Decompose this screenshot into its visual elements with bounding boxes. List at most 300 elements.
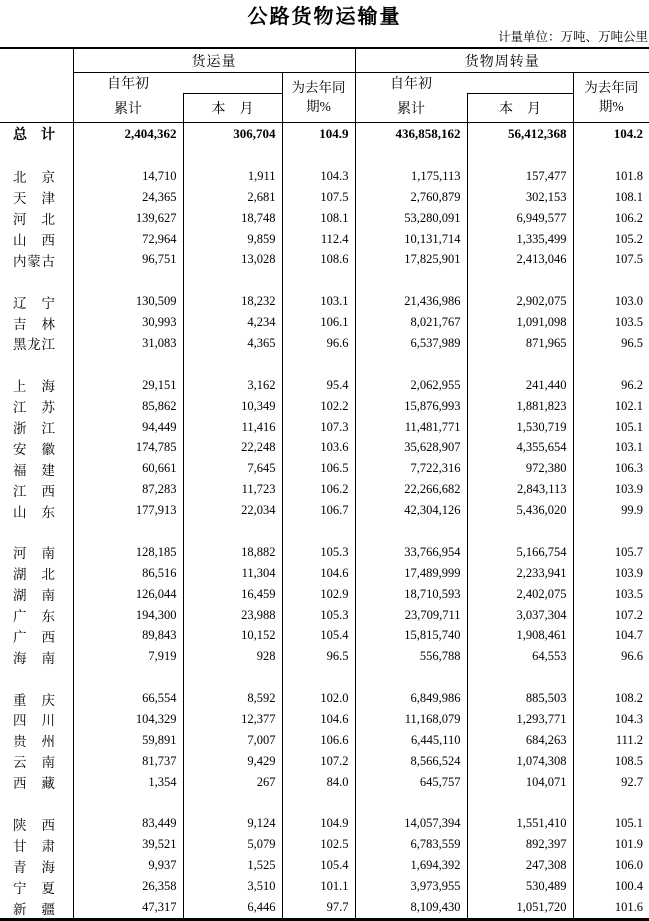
table-cell: 103.5 bbox=[573, 312, 649, 333]
row-label: 吉林 bbox=[13, 316, 55, 332]
table-cell: 9,429 bbox=[183, 751, 282, 772]
table-cell bbox=[73, 354, 183, 375]
table-cell: 94,449 bbox=[73, 417, 183, 438]
table-cell: 7,722,316 bbox=[355, 458, 467, 479]
table-cell: 3,037,304 bbox=[467, 605, 573, 626]
table-cell: 18,710,593 bbox=[355, 584, 467, 605]
table-cell: 102.1 bbox=[573, 396, 649, 417]
table-cell: 72,964 bbox=[73, 229, 183, 250]
table-cell bbox=[282, 667, 355, 688]
table-cell: 105.4 bbox=[282, 855, 355, 876]
table-cell: 15,876,993 bbox=[355, 396, 467, 417]
row-label: 内蒙古 bbox=[13, 253, 55, 269]
table-row bbox=[0, 333, 649, 354]
table-cell bbox=[183, 521, 282, 542]
spacer-row bbox=[0, 521, 649, 542]
table-cell bbox=[573, 354, 649, 375]
table-cell: 6,537,989 bbox=[355, 333, 467, 354]
table-cell: 1,293,771 bbox=[467, 709, 573, 730]
table-cell: 104.9 bbox=[282, 123, 355, 146]
table-cell: 100.4 bbox=[573, 876, 649, 897]
table-cell bbox=[573, 667, 649, 688]
row-label: 甘肃 bbox=[13, 838, 55, 854]
table-cell: 10,349 bbox=[183, 396, 282, 417]
table-cell: 1,051,720 bbox=[467, 897, 573, 919]
table-cell: 105.3 bbox=[282, 605, 355, 626]
table-cell: 56,412,368 bbox=[467, 123, 573, 146]
table-cell: 267 bbox=[183, 772, 282, 793]
table-cell: 104,071 bbox=[467, 772, 573, 793]
table-cell: 6,446 bbox=[183, 897, 282, 919]
col-header-month-1: 本 月 bbox=[183, 94, 282, 123]
table-cell: 530,489 bbox=[467, 876, 573, 897]
table-cell bbox=[355, 521, 467, 542]
table-cell: 14,057,394 bbox=[355, 814, 467, 835]
table-cell: 174,785 bbox=[73, 437, 183, 458]
table-cell: 30,993 bbox=[73, 312, 183, 333]
table-cell bbox=[355, 354, 467, 375]
table-cell: 928 bbox=[183, 646, 282, 667]
table-cell: 107.3 bbox=[282, 417, 355, 438]
table-cell: 645,757 bbox=[355, 772, 467, 793]
table-cell: 86,516 bbox=[73, 563, 183, 584]
table-cell: 8,592 bbox=[183, 688, 282, 709]
table-cell: 1,074,308 bbox=[467, 751, 573, 772]
stub-header-cell bbox=[0, 48, 73, 123]
table-cell: 7,007 bbox=[183, 730, 282, 751]
table-cell: 3,162 bbox=[183, 375, 282, 396]
table-cell: 17,489,999 bbox=[355, 563, 467, 584]
row-label: 贵州 bbox=[13, 734, 55, 750]
group-header-row bbox=[0, 48, 649, 73]
table-cell bbox=[282, 793, 355, 814]
table-cell: 18,882 bbox=[183, 542, 282, 563]
table-row bbox=[0, 375, 649, 396]
table-cell: 104.9 bbox=[282, 814, 355, 835]
table-cell bbox=[355, 667, 467, 688]
col-group-freight-turnover: 货物周转量 bbox=[355, 48, 649, 73]
table-cell: 139,627 bbox=[73, 208, 183, 229]
row-label: 福建 bbox=[13, 462, 55, 478]
table-cell: 7,919 bbox=[73, 646, 183, 667]
table-cell: 436,858,162 bbox=[355, 123, 467, 146]
table-cell: 101.6 bbox=[573, 897, 649, 919]
total-row bbox=[0, 123, 649, 146]
table-cell: 96.5 bbox=[282, 646, 355, 667]
table-cell: 108.2 bbox=[573, 688, 649, 709]
table-cell: 6,849,986 bbox=[355, 688, 467, 709]
table-cell: 194,300 bbox=[73, 605, 183, 626]
table-cell: 96.6 bbox=[573, 646, 649, 667]
table-cell: 18,232 bbox=[183, 291, 282, 312]
table-cell bbox=[467, 145, 573, 166]
table-cell: 105.1 bbox=[573, 814, 649, 835]
table-row bbox=[0, 187, 649, 208]
table-cell bbox=[573, 270, 649, 291]
table-cell: 23,709,711 bbox=[355, 605, 467, 626]
table-row bbox=[0, 584, 649, 605]
table-cell bbox=[282, 270, 355, 291]
table-cell: 130,509 bbox=[73, 291, 183, 312]
table-cell: 102.9 bbox=[282, 584, 355, 605]
table-cell: 64,553 bbox=[467, 646, 573, 667]
table-cell: 96.5 bbox=[573, 333, 649, 354]
spacer-row bbox=[0, 667, 649, 688]
table-cell: 105.1 bbox=[573, 417, 649, 438]
row-label: 云南 bbox=[13, 755, 55, 771]
table-cell: 10,131,714 bbox=[355, 229, 467, 250]
table-cell: 84.0 bbox=[282, 772, 355, 793]
row-label bbox=[0, 354, 73, 375]
table-cell bbox=[573, 145, 649, 166]
row-label: 山西 bbox=[13, 233, 55, 248]
table-cell: 15,815,740 bbox=[355, 625, 467, 646]
table-cell: 1,091,098 bbox=[467, 312, 573, 333]
table-cell: 106.7 bbox=[282, 500, 355, 521]
table-cell: 103.0 bbox=[573, 291, 649, 312]
table-cell: 102.2 bbox=[282, 396, 355, 417]
table-cell: 885,503 bbox=[467, 688, 573, 709]
table-cell: 103.1 bbox=[282, 291, 355, 312]
row-label bbox=[0, 521, 73, 542]
row-label bbox=[0, 793, 73, 814]
freight-table bbox=[0, 47, 649, 921]
table-cell: 4,234 bbox=[183, 312, 282, 333]
table-cell: 11,304 bbox=[183, 563, 282, 584]
table-cell: 556,788 bbox=[355, 646, 467, 667]
table-cell: 302,153 bbox=[467, 187, 573, 208]
table-cell bbox=[573, 521, 649, 542]
table-row bbox=[0, 291, 649, 312]
row-label: 广东 bbox=[13, 609, 55, 625]
row-label: 新疆 bbox=[0, 897, 73, 919]
table-cell: 17,825,901 bbox=[355, 249, 467, 270]
table-row bbox=[0, 646, 649, 667]
table-cell: 35,628,907 bbox=[355, 437, 467, 458]
table-cell: 1,354 bbox=[73, 772, 183, 793]
row-label: 广西 bbox=[13, 629, 55, 645]
table-cell: 105.4 bbox=[282, 625, 355, 646]
table-cell: 2,404,362 bbox=[73, 123, 183, 146]
table-cell: 11,481,771 bbox=[355, 417, 467, 438]
table-cell: 103.9 bbox=[573, 563, 649, 584]
table-cell: 18,748 bbox=[183, 208, 282, 229]
subheader-row-upper bbox=[0, 73, 649, 94]
table-cell: 104.3 bbox=[573, 709, 649, 730]
row-label: 江西 bbox=[13, 483, 55, 499]
page-title: 公路货物运输量 bbox=[247, 6, 402, 28]
table-cell bbox=[467, 667, 573, 688]
col-header-cumulative-2: 累计 bbox=[355, 94, 467, 123]
table-row bbox=[0, 605, 649, 626]
table-cell: 104.3 bbox=[282, 166, 355, 187]
table-row bbox=[0, 229, 649, 250]
table-row bbox=[0, 500, 649, 521]
col-header-yoy-2: 为去年同期% bbox=[573, 73, 649, 123]
table-cell: 106.0 bbox=[573, 855, 649, 876]
table-cell: 2,062,955 bbox=[355, 375, 467, 396]
table-cell: 104.2 bbox=[573, 123, 649, 146]
table-row bbox=[0, 458, 649, 479]
table-cell: 9,124 bbox=[183, 814, 282, 835]
table-row bbox=[0, 437, 649, 458]
table-cell bbox=[183, 354, 282, 375]
table-cell: 60,661 bbox=[73, 458, 183, 479]
table-row bbox=[0, 208, 649, 229]
table-cell: 2,843,113 bbox=[467, 479, 573, 500]
row-label: 河北 bbox=[13, 212, 55, 228]
table-cell: 26,358 bbox=[73, 876, 183, 897]
table-row bbox=[0, 834, 649, 855]
table-cell bbox=[467, 521, 573, 542]
table-cell: 4,355,654 bbox=[467, 437, 573, 458]
spacer-row bbox=[0, 270, 649, 291]
table-cell: 2,902,075 bbox=[467, 291, 573, 312]
col-header-yoy-1: 为去年同期% bbox=[282, 73, 355, 123]
unit-note: 计量单位：万吨、万吨公里 bbox=[497, 30, 648, 44]
table-cell: 12,377 bbox=[183, 709, 282, 730]
table-cell: 23,988 bbox=[183, 605, 282, 626]
table-row bbox=[0, 542, 649, 563]
table-cell: 108.1 bbox=[573, 187, 649, 208]
table-cell: 106.1 bbox=[282, 312, 355, 333]
table-cell: 24,365 bbox=[73, 187, 183, 208]
col-header-ytd-1: 自年初 bbox=[73, 73, 282, 94]
table-cell: 92.7 bbox=[573, 772, 649, 793]
col-header-ytd-2: 自年初 bbox=[355, 73, 573, 94]
table-cell: 128,185 bbox=[73, 542, 183, 563]
row-label: 青海 bbox=[13, 859, 55, 875]
table-cell bbox=[355, 793, 467, 814]
table-cell: 241,440 bbox=[467, 375, 573, 396]
table-cell: 105.2 bbox=[573, 229, 649, 250]
table-cell: 107.5 bbox=[282, 187, 355, 208]
table-cell bbox=[183, 145, 282, 166]
table-cell: 104.6 bbox=[282, 563, 355, 584]
table-cell: 8,021,767 bbox=[355, 312, 467, 333]
table-cell: 1,881,823 bbox=[467, 396, 573, 417]
table-row bbox=[0, 709, 649, 730]
row-label: 湖南 bbox=[13, 588, 55, 604]
table-row bbox=[0, 876, 649, 897]
row-label: 总计 bbox=[13, 128, 55, 143]
table-cell: 1,911 bbox=[183, 166, 282, 187]
table-cell: 53,280,091 bbox=[355, 208, 467, 229]
table-cell: 22,248 bbox=[183, 437, 282, 458]
table-row bbox=[0, 730, 649, 751]
table-cell: 22,266,682 bbox=[355, 479, 467, 500]
table-row bbox=[0, 625, 649, 646]
row-label: 天津 bbox=[13, 191, 55, 207]
table-cell: 111.2 bbox=[573, 730, 649, 751]
table-cell: 6,949,577 bbox=[467, 208, 573, 229]
table-row bbox=[0, 479, 649, 500]
table-row bbox=[0, 772, 649, 793]
table-cell: 106.2 bbox=[573, 208, 649, 229]
table-cell: 1,694,392 bbox=[355, 855, 467, 876]
spacer-row bbox=[0, 145, 649, 166]
row-label: 重庆 bbox=[13, 692, 55, 708]
table-cell bbox=[355, 270, 467, 291]
table-cell: 6,445,110 bbox=[355, 730, 467, 751]
table-cell bbox=[73, 145, 183, 166]
col-header-cumulative-1: 累计 bbox=[73, 94, 183, 123]
table-cell bbox=[73, 521, 183, 542]
table-cell: 87,283 bbox=[73, 479, 183, 500]
table-cell: 96.2 bbox=[573, 375, 649, 396]
table-cell: 97.7 bbox=[282, 897, 355, 919]
table-cell bbox=[183, 270, 282, 291]
table-cell: 5,436,020 bbox=[467, 500, 573, 521]
table-cell: 103.9 bbox=[573, 479, 649, 500]
table-row bbox=[0, 166, 649, 187]
table-cell: 2,233,941 bbox=[467, 563, 573, 584]
table-cell: 21,436,986 bbox=[355, 291, 467, 312]
table-cell: 13,028 bbox=[183, 249, 282, 270]
table-cell: 684,263 bbox=[467, 730, 573, 751]
table-cell: 892,397 bbox=[467, 834, 573, 855]
table-cell: 11,416 bbox=[183, 417, 282, 438]
table-cell: 107.2 bbox=[573, 605, 649, 626]
table-cell: 177,913 bbox=[73, 500, 183, 521]
row-label: 浙江 bbox=[13, 421, 55, 437]
table-cell: 10,152 bbox=[183, 625, 282, 646]
row-label: 江苏 bbox=[13, 400, 55, 416]
table-cell: 105.7 bbox=[573, 542, 649, 563]
table-cell bbox=[282, 145, 355, 166]
row-label: 海南 bbox=[13, 650, 55, 666]
table-cell: 42,304,126 bbox=[355, 500, 467, 521]
table-cell: 6,783,559 bbox=[355, 834, 467, 855]
table-cell: 101.8 bbox=[573, 166, 649, 187]
table-row bbox=[0, 688, 649, 709]
row-label: 西藏 bbox=[13, 776, 55, 792]
table-cell: 9,937 bbox=[73, 855, 183, 876]
table-cell bbox=[73, 667, 183, 688]
table-cell: 103.1 bbox=[573, 437, 649, 458]
row-label: 上海 bbox=[13, 379, 55, 395]
row-label bbox=[0, 667, 73, 688]
table-cell: 11,723 bbox=[183, 479, 282, 500]
table-cell: 102.5 bbox=[282, 834, 355, 855]
table-body bbox=[0, 123, 649, 920]
table-cell: 5,079 bbox=[183, 834, 282, 855]
table-cell: 3,973,955 bbox=[355, 876, 467, 897]
row-label: 黑龙江 bbox=[13, 337, 55, 353]
table-cell bbox=[73, 793, 183, 814]
table-cell: 8,109,430 bbox=[355, 897, 467, 919]
table-cell: 1,530,719 bbox=[467, 417, 573, 438]
row-label bbox=[0, 145, 73, 166]
table-cell: 5,166,754 bbox=[467, 542, 573, 563]
spacer-row bbox=[0, 354, 649, 375]
table-cell bbox=[355, 145, 467, 166]
table-cell: 89,843 bbox=[73, 625, 183, 646]
table-cell bbox=[282, 521, 355, 542]
table-cell: 9,859 bbox=[183, 229, 282, 250]
table-cell: 106.3 bbox=[573, 458, 649, 479]
table-cell: 96,751 bbox=[73, 249, 183, 270]
table-cell: 3,510 bbox=[183, 876, 282, 897]
table-cell: 871,965 bbox=[467, 333, 573, 354]
table-cell: 16,459 bbox=[183, 584, 282, 605]
table-cell: 1,551,410 bbox=[467, 814, 573, 835]
table-cell: 101.1 bbox=[282, 876, 355, 897]
table-cell: 83,449 bbox=[73, 814, 183, 835]
row-label: 安徽 bbox=[13, 441, 55, 457]
table-cell: 157,477 bbox=[467, 166, 573, 187]
table-row bbox=[0, 396, 649, 417]
table-cell bbox=[183, 667, 282, 688]
table-cell: 112.4 bbox=[282, 229, 355, 250]
table-cell: 103.6 bbox=[282, 437, 355, 458]
table-cell: 99.9 bbox=[573, 500, 649, 521]
row-label bbox=[0, 270, 73, 291]
table-cell: 102.0 bbox=[282, 688, 355, 709]
row-label: 辽宁 bbox=[13, 295, 55, 311]
table-cell bbox=[467, 793, 573, 814]
row-label: 四川 bbox=[13, 713, 55, 729]
table-cell: 7,645 bbox=[183, 458, 282, 479]
table-cell: 126,044 bbox=[73, 584, 183, 605]
table-cell: 29,151 bbox=[73, 375, 183, 396]
table-cell: 105.3 bbox=[282, 542, 355, 563]
table-cell bbox=[467, 270, 573, 291]
table-cell: 59,891 bbox=[73, 730, 183, 751]
table-cell: 106.2 bbox=[282, 479, 355, 500]
table-cell: 66,554 bbox=[73, 688, 183, 709]
table-cell: 14,710 bbox=[73, 166, 183, 187]
table-cell: 247,308 bbox=[467, 855, 573, 876]
table-row bbox=[0, 855, 649, 876]
row-label: 湖北 bbox=[13, 567, 55, 583]
table-cell: 85,862 bbox=[73, 396, 183, 417]
table-cell: 95.4 bbox=[282, 375, 355, 396]
table-cell: 8,566,524 bbox=[355, 751, 467, 772]
table-cell bbox=[73, 270, 183, 291]
table-cell: 106.6 bbox=[282, 730, 355, 751]
table-cell: 106.5 bbox=[282, 458, 355, 479]
table-cell: 33,766,954 bbox=[355, 542, 467, 563]
table-cell: 108.5 bbox=[573, 751, 649, 772]
table-row bbox=[0, 814, 649, 835]
table-cell: 4,365 bbox=[183, 333, 282, 354]
col-group-freight-volume: 货运量 bbox=[73, 48, 355, 73]
table-cell: 47,317 bbox=[73, 897, 183, 919]
table-cell: 104,329 bbox=[73, 709, 183, 730]
spacer-row bbox=[0, 793, 649, 814]
table-cell: 104.7 bbox=[573, 625, 649, 646]
table-cell: 108.1 bbox=[282, 208, 355, 229]
col-header-month-2: 本 月 bbox=[467, 94, 573, 123]
table-cell: 104.6 bbox=[282, 709, 355, 730]
table-cell: 2,402,075 bbox=[467, 584, 573, 605]
table-row bbox=[0, 417, 649, 438]
table-cell bbox=[467, 354, 573, 375]
table-cell: 101.9 bbox=[573, 834, 649, 855]
table-row bbox=[0, 312, 649, 333]
table-cell: 306,704 bbox=[183, 123, 282, 146]
table-cell bbox=[183, 793, 282, 814]
table-cell bbox=[282, 354, 355, 375]
table-cell: 1,525 bbox=[183, 855, 282, 876]
row-label: 北京 bbox=[13, 170, 55, 186]
table-cell: 108.6 bbox=[282, 249, 355, 270]
table-cell: 107.2 bbox=[282, 751, 355, 772]
table-cell: 972,380 bbox=[467, 458, 573, 479]
row-label: 陕西 bbox=[13, 817, 55, 833]
table-cell bbox=[573, 793, 649, 814]
